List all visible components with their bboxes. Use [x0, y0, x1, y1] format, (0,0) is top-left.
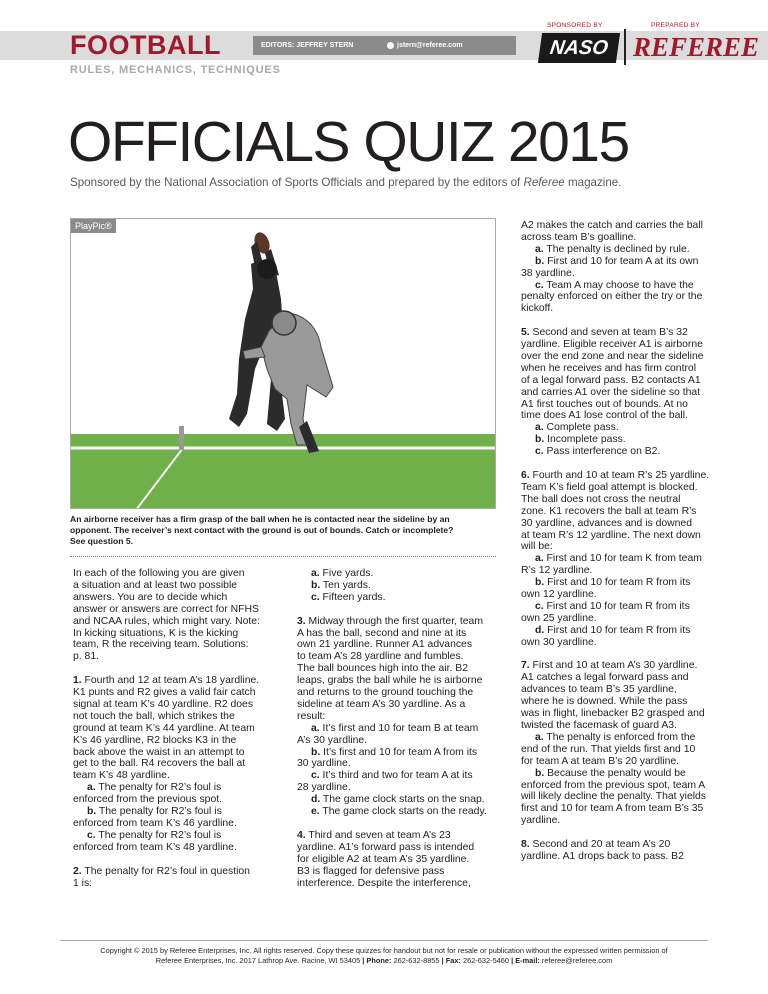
editor-email[interactable]: jstern@referee.com: [387, 36, 463, 55]
question-2: 2. The penalty for R2’s foul in question 1 is:: [73, 865, 250, 889]
subtitle: Sponsored by the National Association of Sports Officials and prepared by the editors of Referee magazine.: [70, 176, 622, 189]
referee-logo: REFEREE: [633, 32, 760, 62]
brand-title: FOOTBALL: [70, 30, 221, 60]
contact-line: Referee Enterprises, Inc. 2017 Lathrop Ave. Racine, WI 53405 | Phone: 262-632-8855 | Fax: 262-632-5460 | E-mail: referee@referee.com: [155, 956, 613, 965]
question-7: 7. First and 10 at team A’s 30 yardline. A1 catches a legal forward pass and advances to team B’s 35 yardline, where he is downed. While the pass was in flight, linebacker B2 grasped and twisted the facemask of guard A3. a. The penalty is enforced from the end of the run. That yields first and 10 for team A at team B’s 20 yardline. b. Because the penalty would be enforced from the previous spot, team A will likely decline the penalty. That yields first and 10 for team A from team B’s 35 yardline.: [521, 660, 707, 827]
sponsored-by-label: SPONSORED BY: [547, 22, 603, 29]
question-5: 5. Second and seven at team B’s 32 yardline. Eligible receiver A1 is airborne over the end zone and near the sideline when he receives and has firm control of a legal forward pass. B2 contacts A1 and carries A1 over the sideline so that A1 first touches out of bounds. At no time does A1 lose control of the ball. a. Complete pass. b. Incomplete pass. c. Pass interference on B2.: [521, 327, 704, 458]
question-6: 6. Fourth and 10 at team R’s 25 yardline. Team K’s field goal attempt is blocked. The ball does not cross the neutral zone. K1 recovers the ball at team R’s 30 yardline, advances and is downed at team R’s 12 yardline. The next down will be: a. First and 10 for team K from team R’s 12 yardline. b. First and 10 for team R from its own 12 yardline. c. First and 10 for team R from its own 25 yardline. d. First and 10 for team R from its own 30 yardline.: [521, 470, 710, 648]
email-icon: [387, 42, 394, 49]
copyright-line: Copyright © 2015 by Referee Enterprises, Inc. All rights reserved. Copy these quizzes for handout but not for resale or publication without the expressed written permission of: [100, 946, 668, 955]
editors-box: [253, 36, 516, 55]
prepared-by-label: PREPARED BY: [651, 22, 701, 29]
question-8: 8. Second and 20 at team A’s 20 yardline. A1 drops back to pass. B2: [521, 839, 684, 862]
footer-email-link[interactable]: referee@referee.com: [541, 956, 613, 965]
intro-paragraph: In each of the following you are given a situation and at least two possible answers. You are to decide which answer or answers are correct for NFHS and NCAA rules, which might vary. Note: In kicking situations, K is the kicking team, R the receiving team. Solutions: p. 81.: [73, 568, 260, 663]
column-1: [73, 568, 283, 889]
playpic-tag: PlayPic®: [71, 219, 116, 233]
naso-logo: NASO: [538, 33, 620, 63]
question-4: 4. Third and seven at team A’s 23 yardline. A1’s forward pass is intended for eligible A2 at team A’s 35 yardline. B3 is flagged for defensive pass interference. Despite the interference,: [297, 829, 475, 889]
question-3: 3. Midway through the first quarter, team A has the ball, second and nine at its own 21 yardline. Runner A1 advances to team A’s 28 yardline and fumbles. The ball bounces high into the air. B2 leaps, grabs the ball while he is airborne and returns to the ground touching the sideline at team A’s 30 yardline. As a result: a. It’s first and 10 for team B at team A’s 30 yardline. b. It’s first and 10 for team A from its 30 yardline. c. It’s third and two for team A at its 28 yardline. d. The game clock starts on the snap. e. The game clock starts on the ready.: [297, 615, 487, 818]
footer-divider: [60, 940, 708, 941]
question-2-answers: a. Five yards. b. Ten yards. c. Fifteen yards.: [311, 568, 386, 603]
figure-caption: An airborne receiver has a firm grasp of the ball when he is contacted near the sideline by an opponent. The receiver’s next contact with the ground is out of bounds. Catch or incomplete? See question 5.: [70, 514, 454, 546]
question-1: 1. Fourth and 12 at team A’s 18 yardline. K1 punts and R2 gives a valid fair catch signal at team K’s 40 yardline. R2 does not touch the ball, which strikes the ground at team K’s 44 yardline. At team K’s 46 yardline, R2 blocks K3 in the back above the waist in an attempt to get to the ball. R4 recovers the ball at team K’s 48 yardline. a. The penalty for R2’s foul is enforced from the previous spot. b. The penalty for R2’s foul is enforced from team K’s 46 yardline. c. The penalty for R2’s foul is enforced from team K’s 48 yardline.: [73, 675, 260, 853]
divider: [70, 556, 496, 557]
editors-label: EDITORS: JEFFREY STERN: [261, 42, 354, 49]
tagline: RULES, MECHANICS, TECHNIQUES: [70, 64, 281, 76]
playpic-illustration: [70, 218, 496, 509]
football-catch-illustration: [71, 219, 496, 509]
logo-divider: [624, 29, 626, 65]
page-title: OFFICIALS QUIZ 2015: [68, 110, 629, 174]
column-2: [297, 568, 507, 889]
question-4-continued: A2 makes the catch and carries the ball across team B’s goalline. a. The penalty is declined by rule. b. First and 10 for team A at its own 38 yardline. c. Team A may choose to have the penalty enforced on either the try or the kickoff.: [521, 220, 703, 315]
footer: [60, 946, 708, 966]
column-3: [521, 220, 731, 863]
